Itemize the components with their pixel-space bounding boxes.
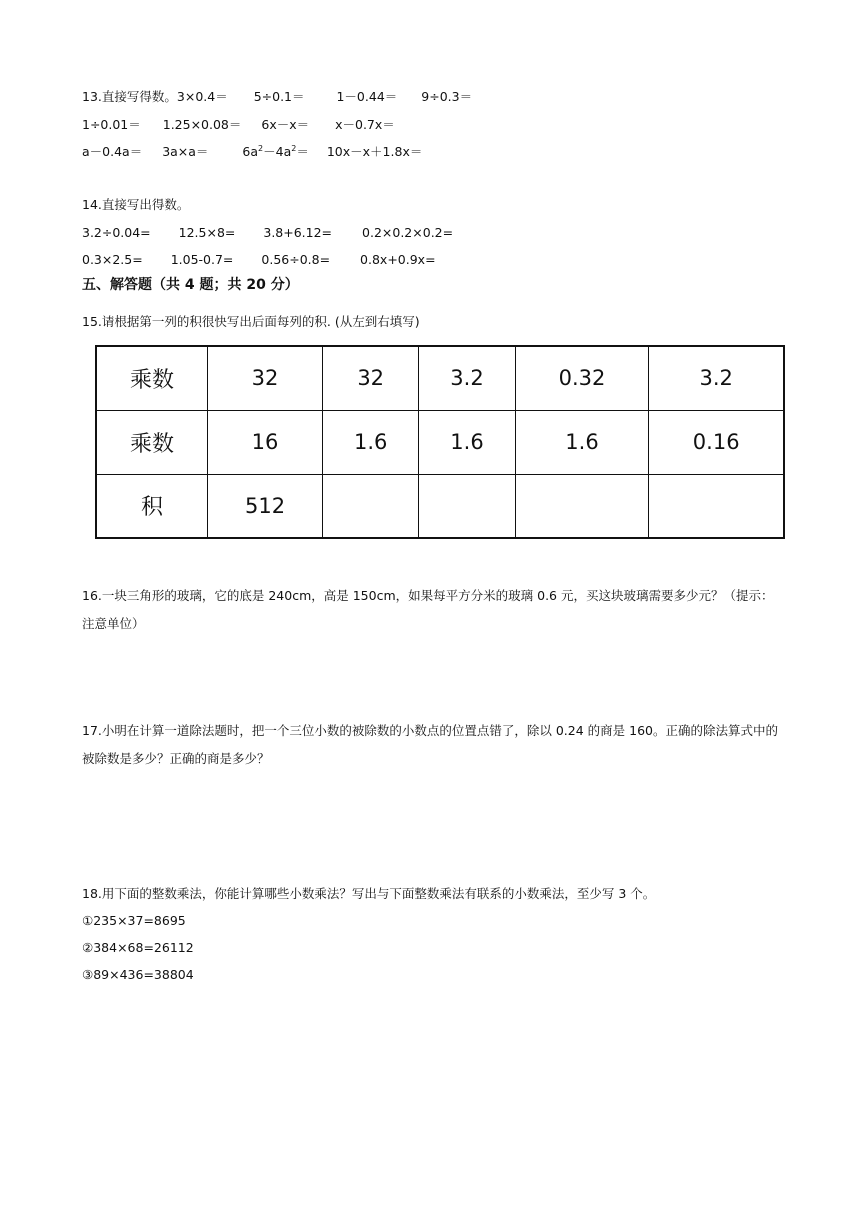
table-cell: 0.32 xyxy=(515,346,649,410)
q13-expr: 3a×a＝ xyxy=(162,144,209,159)
q14-expr: 12.5×8= xyxy=(178,225,236,240)
q14-expr: 0.3×2.5= xyxy=(82,252,143,267)
q13-expr: x－0.7x＝ xyxy=(335,117,395,132)
table-row-label: 乘数 xyxy=(96,410,208,474)
q13-expr: 3×0.4＝ xyxy=(176,89,228,104)
q13-expr: 1.25×0.08＝ xyxy=(162,117,242,132)
section-heading: 五、解答题（共 4 题；共 20 分） xyxy=(82,277,299,293)
q13-expr: 6x－x＝ xyxy=(261,117,310,132)
q14-expr: 3.2÷0.04= xyxy=(82,225,151,240)
q14-expr: 3.8+6.12= xyxy=(263,225,333,240)
q14-expr: 0.56÷0.8= xyxy=(261,252,331,267)
table-row xyxy=(96,474,784,538)
q13-title: 13.直接写得数。 xyxy=(82,89,177,104)
table-cell: 1.6 xyxy=(323,410,419,474)
q18-item: ③89×436=38804 xyxy=(82,967,194,982)
q13-line-3 xyxy=(82,143,422,161)
q13-expr: 1÷0.01＝ xyxy=(82,117,141,132)
q13-expr: 10x－x＋1.8x＝ xyxy=(326,144,423,159)
table-cell: 512 xyxy=(208,474,323,538)
answer-cell[interactable] xyxy=(515,474,649,538)
answer-cell[interactable] xyxy=(419,474,515,538)
table-row xyxy=(96,410,784,474)
q18-item: ①235×37=8695 xyxy=(82,913,186,928)
table-row-label: 积 xyxy=(96,474,208,538)
q13-line-2 xyxy=(82,116,395,134)
table-cell: 32 xyxy=(323,346,419,410)
table-cell: 16 xyxy=(208,410,323,474)
answer-cell[interactable] xyxy=(323,474,419,538)
table-cell: 3.2 xyxy=(419,346,515,410)
table-cell: 0.16 xyxy=(649,410,784,474)
q16-text: 16.一块三角形的玻璃，它的底是 240cm，高是 150cm，如果每平方分米的玻璃 0.6 元，买这块玻璃需要多少元？（提示：注意单位） xyxy=(82,588,774,631)
q18-text: 18.用下面的整数乘法，你能计算哪些小数乘法？写出与下面整数乘法有联系的小数乘法，至少写 3 个。 xyxy=(82,886,656,901)
q13-expr-power: $6a^2-4a^2=$ xyxy=(242,143,309,159)
q13-expr: 9÷0.3＝ xyxy=(421,89,473,104)
multiplication-table xyxy=(95,345,785,539)
q13-expr: 5÷0.1＝ xyxy=(253,89,305,104)
q15-text: 15.请根据第一列的积很快写出后面每列的积. (从左到右填写) xyxy=(82,314,420,329)
q14-line-1 xyxy=(82,224,453,242)
answer-cell[interactable] xyxy=(649,474,784,538)
q18-item: ②384×68=26112 xyxy=(82,940,194,955)
q17-text: 17.小明在计算一道除法题时，把一个三位小数的被除数的小数点的位置点错了，除以 0.24 的商是 160。正确的除法算式中的被除数是多少？正确的商是多少？ xyxy=(82,723,778,766)
q13-expr: a－0.4a＝ xyxy=(82,144,143,159)
q13-line-1 xyxy=(82,88,472,106)
q13-expr: 1－0.44＝ xyxy=(336,89,398,104)
table-cell: 3.2 xyxy=(649,346,784,410)
q14-expr: 0.2×0.2×0.2= xyxy=(362,225,454,240)
q14-expr: 0.8x+0.9x= xyxy=(360,252,436,267)
table-row xyxy=(96,346,784,410)
q14-line-2 xyxy=(82,251,436,269)
q14-title: 14.直接写出得数。 xyxy=(82,197,190,212)
table-cell: 1.6 xyxy=(515,410,649,474)
table-row-label: 乘数 xyxy=(96,346,208,410)
table-cell: 32 xyxy=(208,346,323,410)
q14-expr: 1.05-0.7= xyxy=(170,252,234,267)
table-cell: 1.6 xyxy=(419,410,515,474)
